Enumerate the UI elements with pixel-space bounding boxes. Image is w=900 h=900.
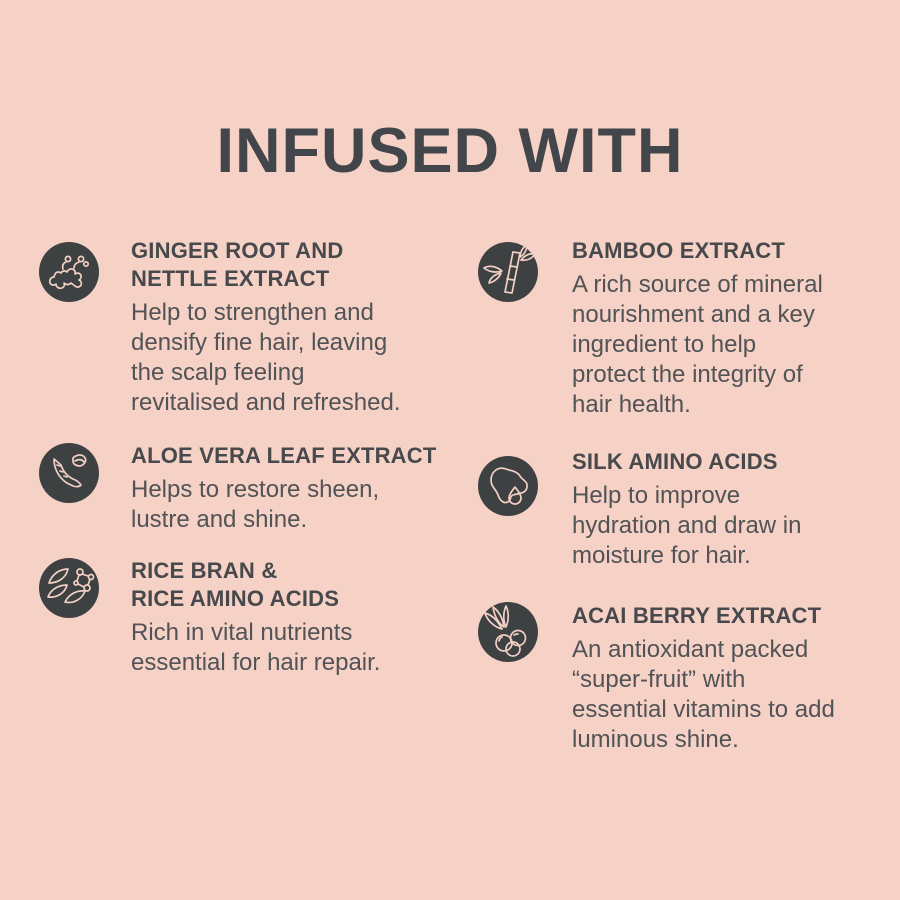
- heading-line: ALOE VERA LEAF EXTRACT: [131, 443, 437, 468]
- heading-line: GINGER ROOT AND: [131, 238, 344, 263]
- ingredient-description: [572, 481, 801, 571]
- ingredient-heading: [572, 448, 801, 476]
- ingredient-text: [572, 448, 801, 571]
- ingredient-text: [131, 237, 400, 418]
- body-line: revitalised and refreshed.: [131, 389, 401, 416]
- body-line: hair health.: [572, 391, 691, 418]
- ingredient-heading: [131, 442, 436, 470]
- body-line: essential for hair repair.: [131, 649, 381, 676]
- aloe-vera-leaf-icon: [39, 443, 99, 503]
- body-line: essential vitamins to add: [572, 696, 835, 723]
- ingredient-description: [572, 635, 835, 755]
- body-line: the scalp feeling: [131, 359, 305, 386]
- rice-grains-molecule-icon: [39, 558, 99, 618]
- body-line: protect the integrity of: [572, 361, 803, 388]
- ingredient-heading: [572, 602, 835, 630]
- body-line: ingredient to help: [572, 331, 757, 358]
- page-title: INFUSED WITH: [216, 116, 684, 186]
- body-line: nourishment and a key: [572, 301, 815, 328]
- body-line: Rich in vital nutrients: [131, 619, 353, 646]
- ingredient-text: [572, 237, 823, 420]
- heading-line: BAMBOO EXTRACT: [572, 238, 786, 263]
- heading-line: NETTLE EXTRACT: [131, 266, 330, 291]
- ingredient-description: [131, 298, 400, 418]
- body-line: Helps to restore sheen,: [131, 476, 380, 503]
- body-line: lustre and shine.: [131, 506, 308, 533]
- silk-droplet-icon: [478, 456, 538, 516]
- ingredient-heading: [572, 237, 823, 265]
- body-line: Help to strengthen and: [131, 299, 374, 326]
- ingredient-description: [572, 270, 823, 420]
- body-line: A rich source of mineral: [572, 271, 823, 298]
- ingredient-text: [131, 442, 436, 535]
- body-line: densify fine hair, leaving: [131, 329, 388, 356]
- body-line: luminous shine.: [572, 726, 739, 753]
- heading-line: SILK AMINO ACIDS: [572, 449, 778, 474]
- heading-line: RICE BRAN &: [131, 558, 278, 583]
- ingredient-description: [131, 475, 436, 535]
- body-line: Help to improve: [572, 482, 741, 509]
- heading-line: ACAI BERRY EXTRACT: [572, 603, 822, 628]
- body-line: “super-fruit” with: [572, 666, 746, 693]
- ingredient-text: [572, 602, 835, 755]
- body-line: An antioxidant packed: [572, 636, 809, 663]
- ingredient-text: [131, 557, 380, 678]
- ingredient-heading: [131, 237, 400, 293]
- ginger-root-icon: [39, 242, 99, 302]
- acai-berries-icon: [478, 602, 538, 662]
- ingredient-heading: [131, 557, 380, 613]
- body-line: hydration and draw in: [572, 512, 802, 539]
- ingredient-description: [131, 618, 380, 678]
- body-line: moisture for hair.: [572, 542, 751, 569]
- heading-line: RICE AMINO ACIDS: [131, 586, 340, 611]
- bamboo-stalk-icon: [478, 242, 538, 302]
